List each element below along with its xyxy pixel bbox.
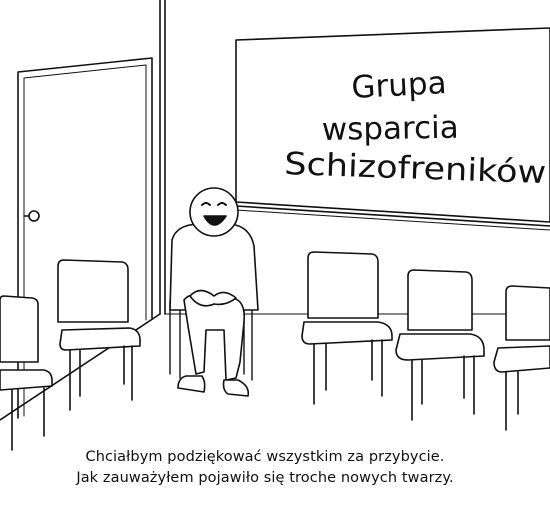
character — [170, 188, 258, 396]
character-head — [190, 188, 238, 236]
caption — [0, 447, 530, 489]
caption-line-2: Jak zauważyłem pojawiło się troche nowych twarzy. — [76, 470, 454, 486]
chair — [302, 252, 392, 404]
chair — [494, 286, 550, 430]
door-knob — [29, 211, 39, 221]
board-line-3: Schizofreników — [283, 146, 517, 191]
board-line-1: Grupa — [350, 65, 448, 106]
chair — [58, 260, 140, 410]
chair — [396, 270, 484, 420]
caption-line-1: Chciałbym podziękować wszystkim za przybycie. — [85, 449, 445, 465]
chair — [0, 296, 52, 450]
board-line-2: wsparcia — [321, 109, 460, 148]
